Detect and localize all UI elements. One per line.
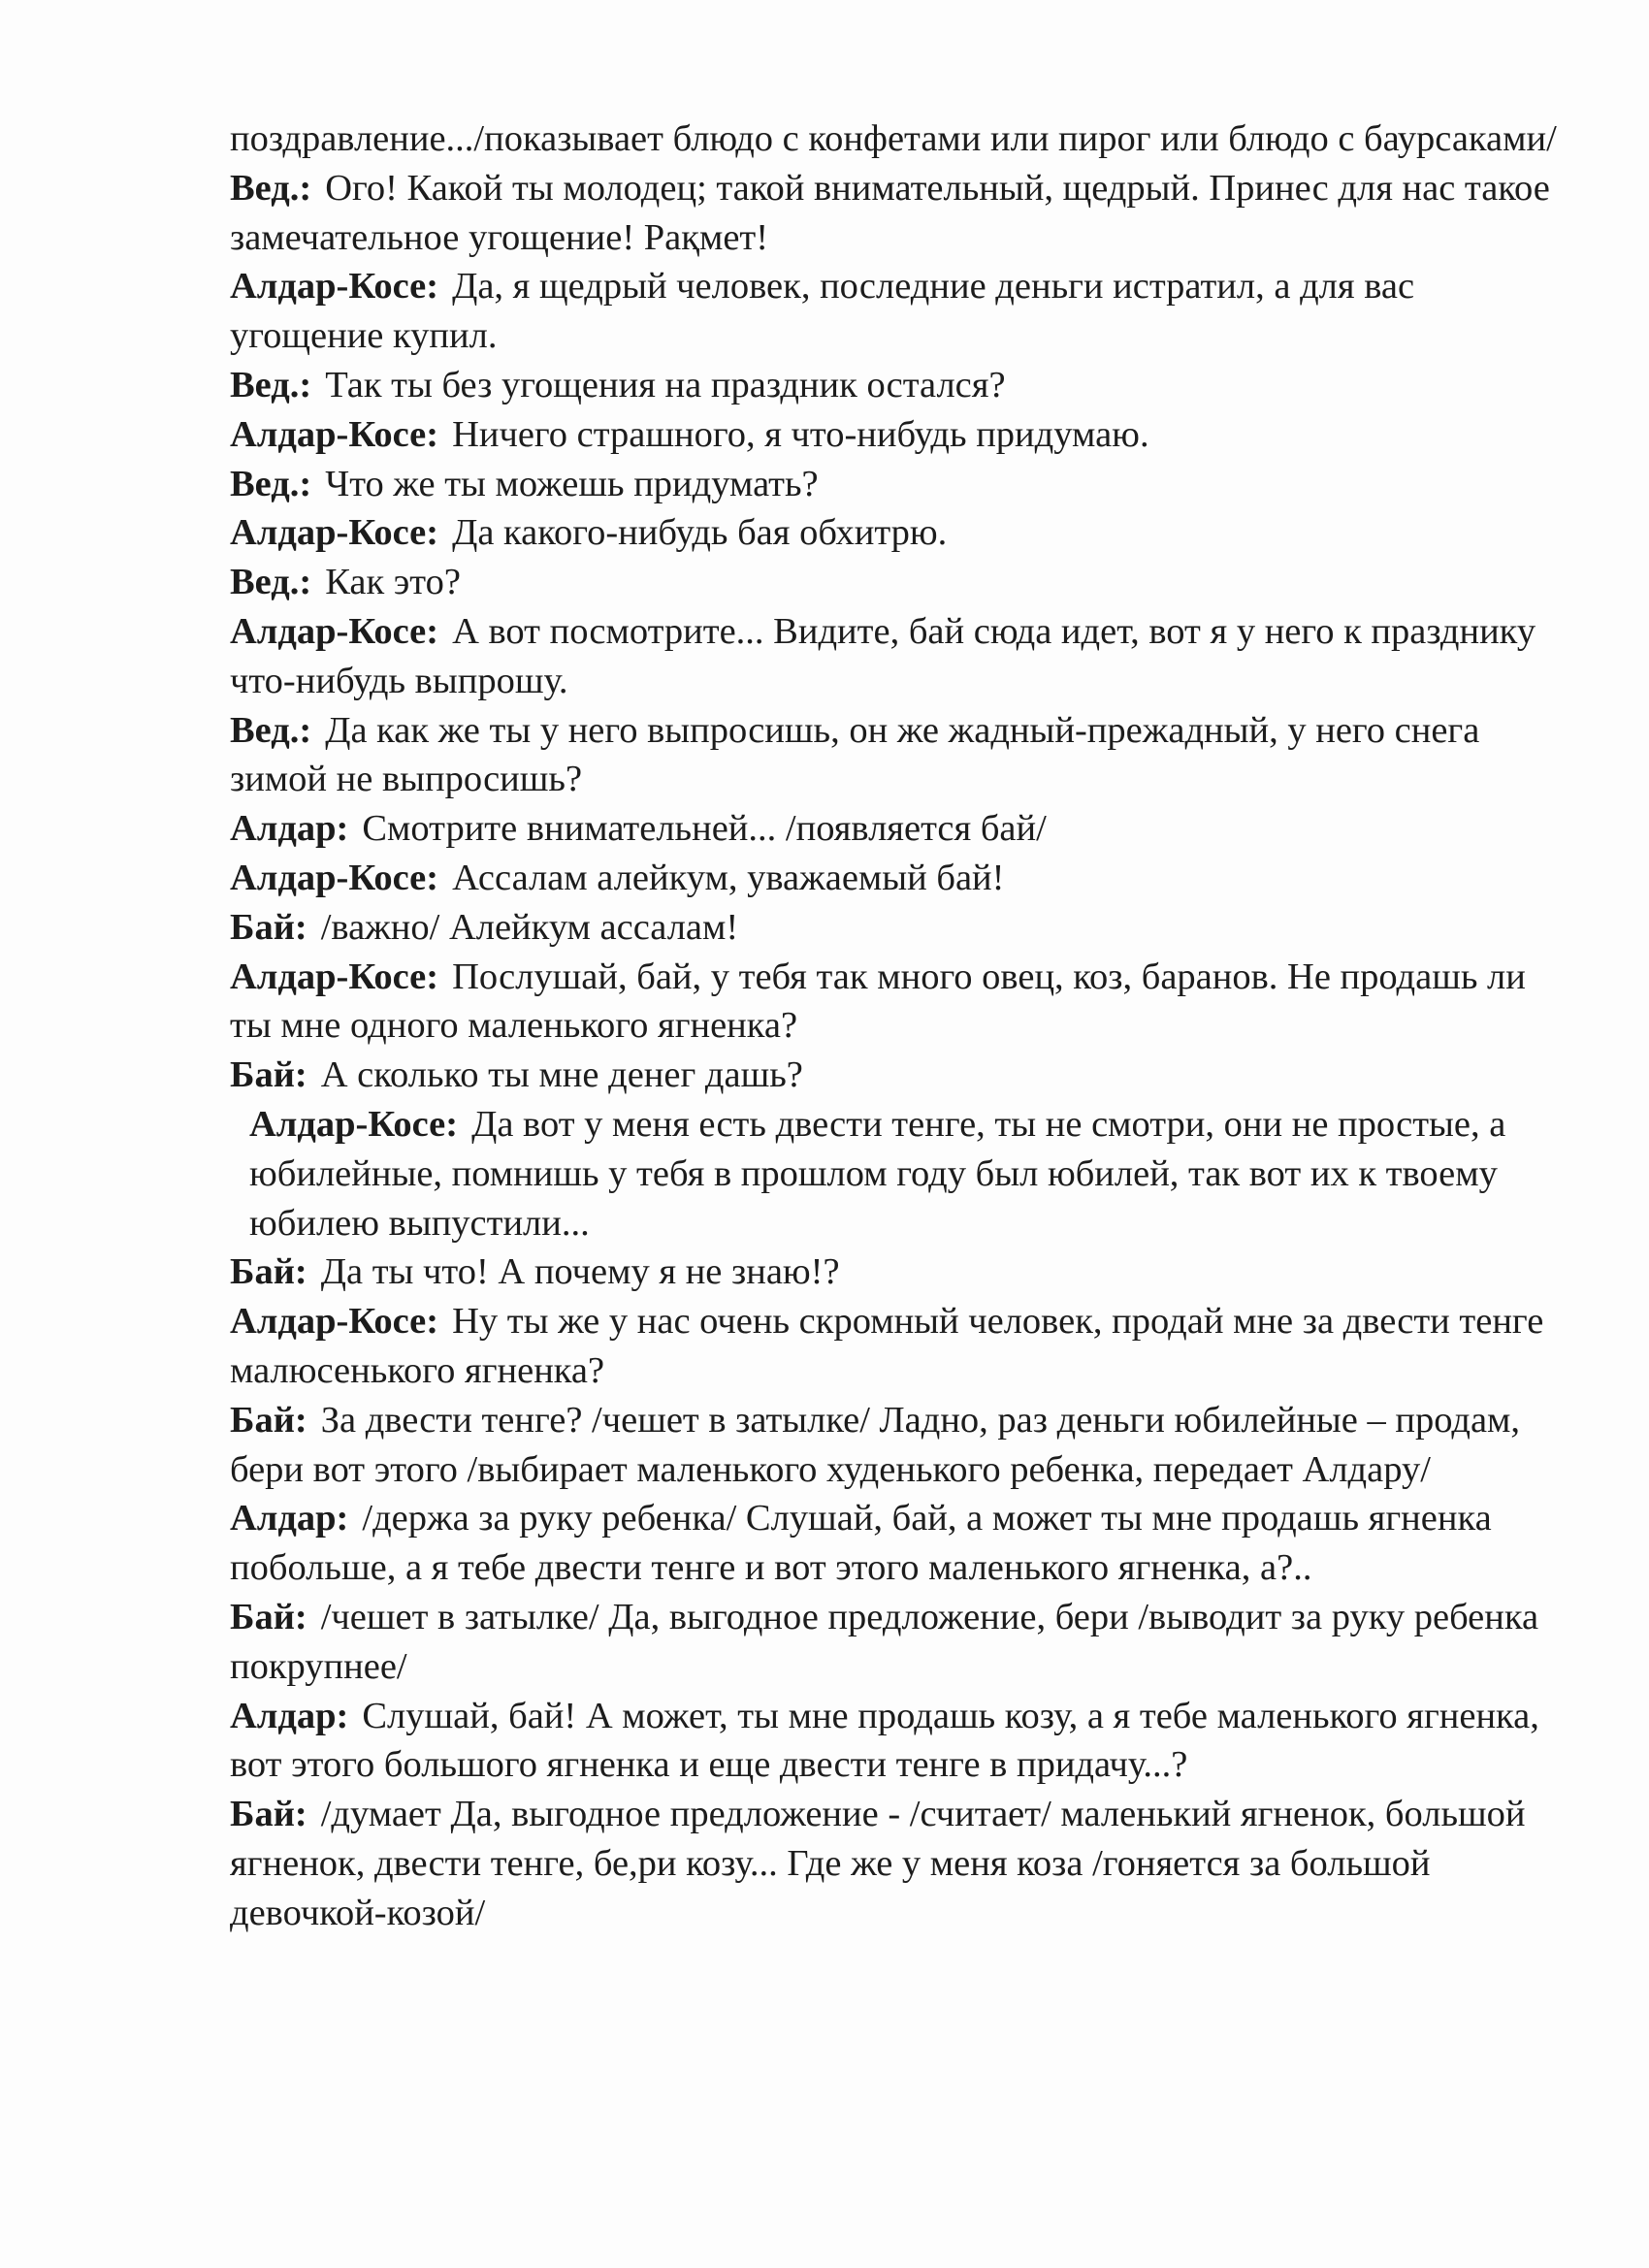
dialogue-paragraph [230, 164, 1559, 263]
speaker-label: Алдар: [230, 1498, 349, 1539]
dialogue-text: Ничего страшного, я что-нибудь придумаю. [452, 413, 1149, 455]
dialogue-text: поздравление.../показывает блюдо с конфетами или пирог или блюдо с баурсаками/ [230, 118, 1557, 159]
speaker-label: Алдар: [230, 808, 349, 850]
dialogue-text: Как это? [325, 562, 461, 603]
dialogue-paragraph [230, 953, 1559, 1052]
dialogue-text: А вот посмотрите... Видите, бай сюда идет, вот я у него к празднику что-нибудь выпрошу. [230, 610, 1536, 701]
speaker-label: Алдар-Косе: [230, 512, 439, 554]
dialogue-paragraph [230, 607, 1559, 706]
dialogue-text: Ого! Какой ты молодец; такой внимательный, щедрый. Принес для нас такое замечательное угощение! Рақмет! [230, 167, 1550, 258]
speaker-label: Вед.: [230, 709, 312, 751]
dialogue-text: Слушай, бай! А может, ты мне продашь козу, а я тебе маленького ягненка, вот этого большого ягненка и еще двести тенге в придачу...? [230, 1695, 1539, 1786]
speaker-label: Алдар-Косе: [230, 1301, 439, 1343]
speaker-label: Алдар: [230, 1695, 349, 1736]
dialogue-paragraph [230, 706, 1559, 805]
dialogue-text: Что же ты можешь придумать? [325, 463, 819, 504]
dialogue-paragraph [230, 903, 1559, 953]
dialogue-text: Так ты без угощения на праздник остался? [325, 364, 1006, 405]
speaker-label: Вед.: [230, 167, 312, 209]
dialogue-text: Да вот у меня есть двести тенге, ты не смотри, они не простые, а юбилейные, помнишь у тебя в прошлом году был юбилей, так вот их к твоему юбилею выпустили... [249, 1103, 1506, 1244]
speaker-label: Бай: [230, 1596, 307, 1637]
dialogue-text: Да, я щедрый человек, последние деньги истратил, а для вас угощение купил. [230, 266, 1415, 357]
speaker-label: Алдар-Косе: [249, 1103, 459, 1145]
dialogue-text: /держа за руку ребенка/ Слушай, бай, а может ты мне продашь ягненка побольше, а я тебе двести тенге и вот этого маленького ягненка, а?.. [230, 1498, 1492, 1589]
dialogue-text: А сколько ты мне денег дашь? [320, 1054, 803, 1096]
dialogue-paragraph [230, 1051, 1559, 1100]
dialogue-paragraph [230, 558, 1559, 607]
speaker-label: Алдар-Косе: [230, 857, 439, 898]
dialogue-paragraph [230, 1790, 1559, 1937]
speaker-label: Алдар-Косе: [230, 610, 439, 652]
dialogue-text: Да какого-нибудь бая обхитрю. [452, 512, 948, 554]
dialogue-text: Да ты что! А почему я не знаю!? [320, 1251, 840, 1293]
speaker-label: Бай: [230, 1054, 307, 1096]
dialogue-paragraph [230, 262, 1559, 361]
dialogue-text: /чешет в затылке/ Да, выгодное предложение, бери /выводит за руку ребенка покрупнее/ [230, 1596, 1539, 1687]
dialogue-paragraph [230, 361, 1559, 410]
speaker-label: Бай: [230, 1399, 307, 1441]
dialogue-text: /думает Да, выгодное предложение - /считает/ маленький ягненок, большой ягненок, двести тенге, бе,ри козу... Где же у меня коза /гоняется за большой девочкой-козой/ [230, 1794, 1526, 1933]
dialogue-paragraph [230, 804, 1559, 854]
speaker-label: Алдар-Косе: [230, 266, 439, 308]
dialogue-paragraph [230, 1396, 1559, 1495]
dialogue-text: Ассалам алейкум, уважаемый бай! [452, 857, 1005, 898]
dialogue-text: Да как же ты у него выпросишь, он же жадный-прежадный, у него снега зимой не выпросишь? [230, 709, 1480, 800]
speaker-label: Вед.: [230, 562, 312, 603]
dialogue-paragraph [230, 460, 1559, 509]
speaker-label: Алдар-Косе: [230, 413, 439, 455]
dialogue-paragraph [230, 114, 1559, 164]
speaker-label: Бай: [230, 1251, 307, 1293]
dialogue-text: Ну ты же у нас очень скромный человек, продай мне за двести тенге малюсенького ягненка? [230, 1301, 1544, 1391]
dialogue-paragraph [230, 854, 1559, 903]
dialogue-text: Послушай, бай, у тебя так много овец, коз, баранов. Не продашь ли ты мне одного маленького ягненка? [230, 956, 1526, 1047]
dialogue-text: За двести тенге? /чешет в затылке/ Ладно, раз деньги юбилейные – продам, бери вот этого /выбирает маленького худенького ребенка, передает Алдару/ [230, 1399, 1521, 1490]
dialogue-paragraph [230, 1494, 1559, 1593]
script-text [230, 114, 1559, 1937]
speaker-label: Бай: [230, 906, 307, 948]
dialogue-paragraph [230, 1593, 1559, 1692]
dialogue-paragraph [230, 1692, 1559, 1791]
dialogue-paragraph [230, 1247, 1559, 1297]
dialogue-text: /важно/ Алейкум ассалам! [320, 906, 739, 948]
dialogue-paragraph [230, 1100, 1559, 1247]
speaker-label: Вед.: [230, 463, 312, 504]
speaker-label: Алдар-Косе: [230, 956, 439, 997]
dialogue-paragraph [230, 410, 1559, 460]
dialogue-paragraph [230, 508, 1559, 558]
speaker-label: Бай: [230, 1794, 307, 1835]
speaker-label: Вед.: [230, 364, 312, 405]
dialogue-paragraph [230, 1297, 1559, 1396]
dialogue-text: Смотрите внимательней... /появляется бай/ [362, 808, 1047, 850]
